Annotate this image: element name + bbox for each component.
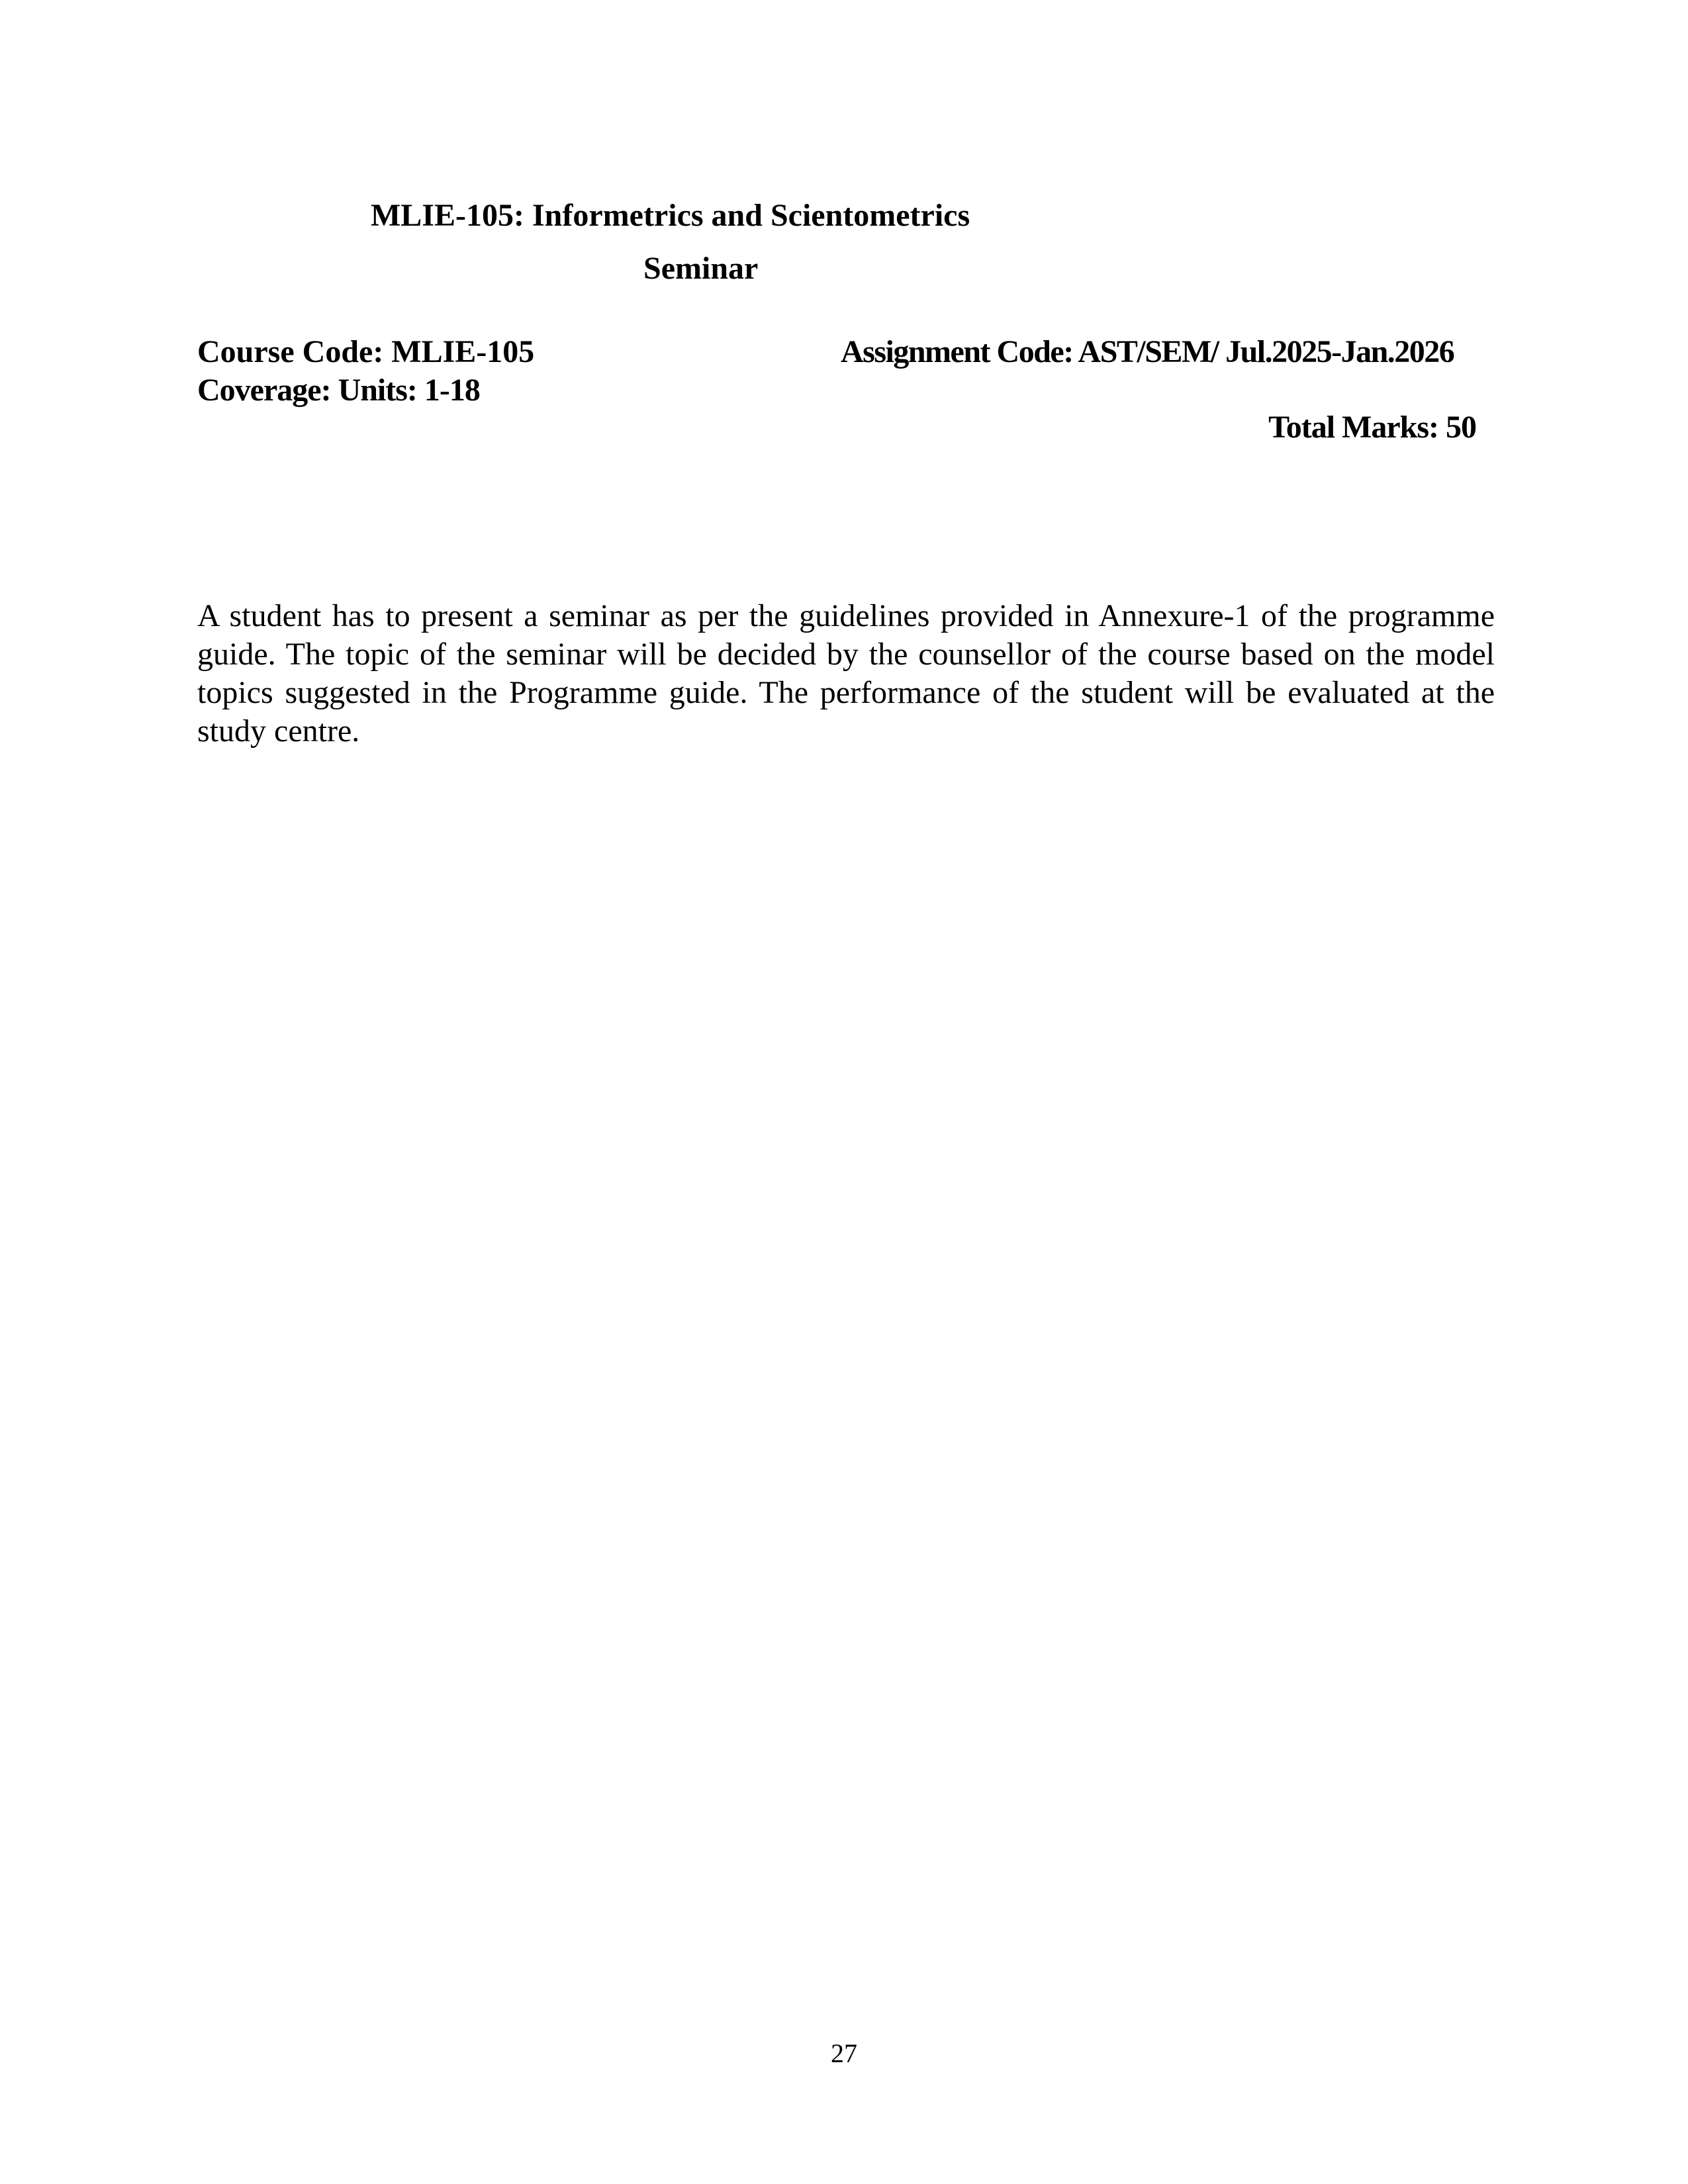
total-marks: Total Marks: 50: [1268, 410, 1476, 445]
section-subtitle: Seminar: [643, 251, 759, 286]
coverage: Coverage: Units: 1-18: [197, 373, 480, 408]
assignment-code: Assignment Code: AST/SEM/ Jul.2025-Jan.2026: [841, 334, 1454, 369]
page-number: 27: [831, 2038, 857, 2068]
course-title: MLIE-105: Informetrics and Scientometrics: [371, 198, 970, 233]
course-code: Course Code: MLIE-105: [197, 334, 535, 369]
instruction-paragraph: A student has to present a seminar as per the guidelines provided in Annexure-1 of the programme guide. The topic of the seminar will be decided by the counsellor of the course based on the model topics suggested in the Programme guide. The performance of the student will be evaluated at the study centre.: [197, 598, 1495, 749]
